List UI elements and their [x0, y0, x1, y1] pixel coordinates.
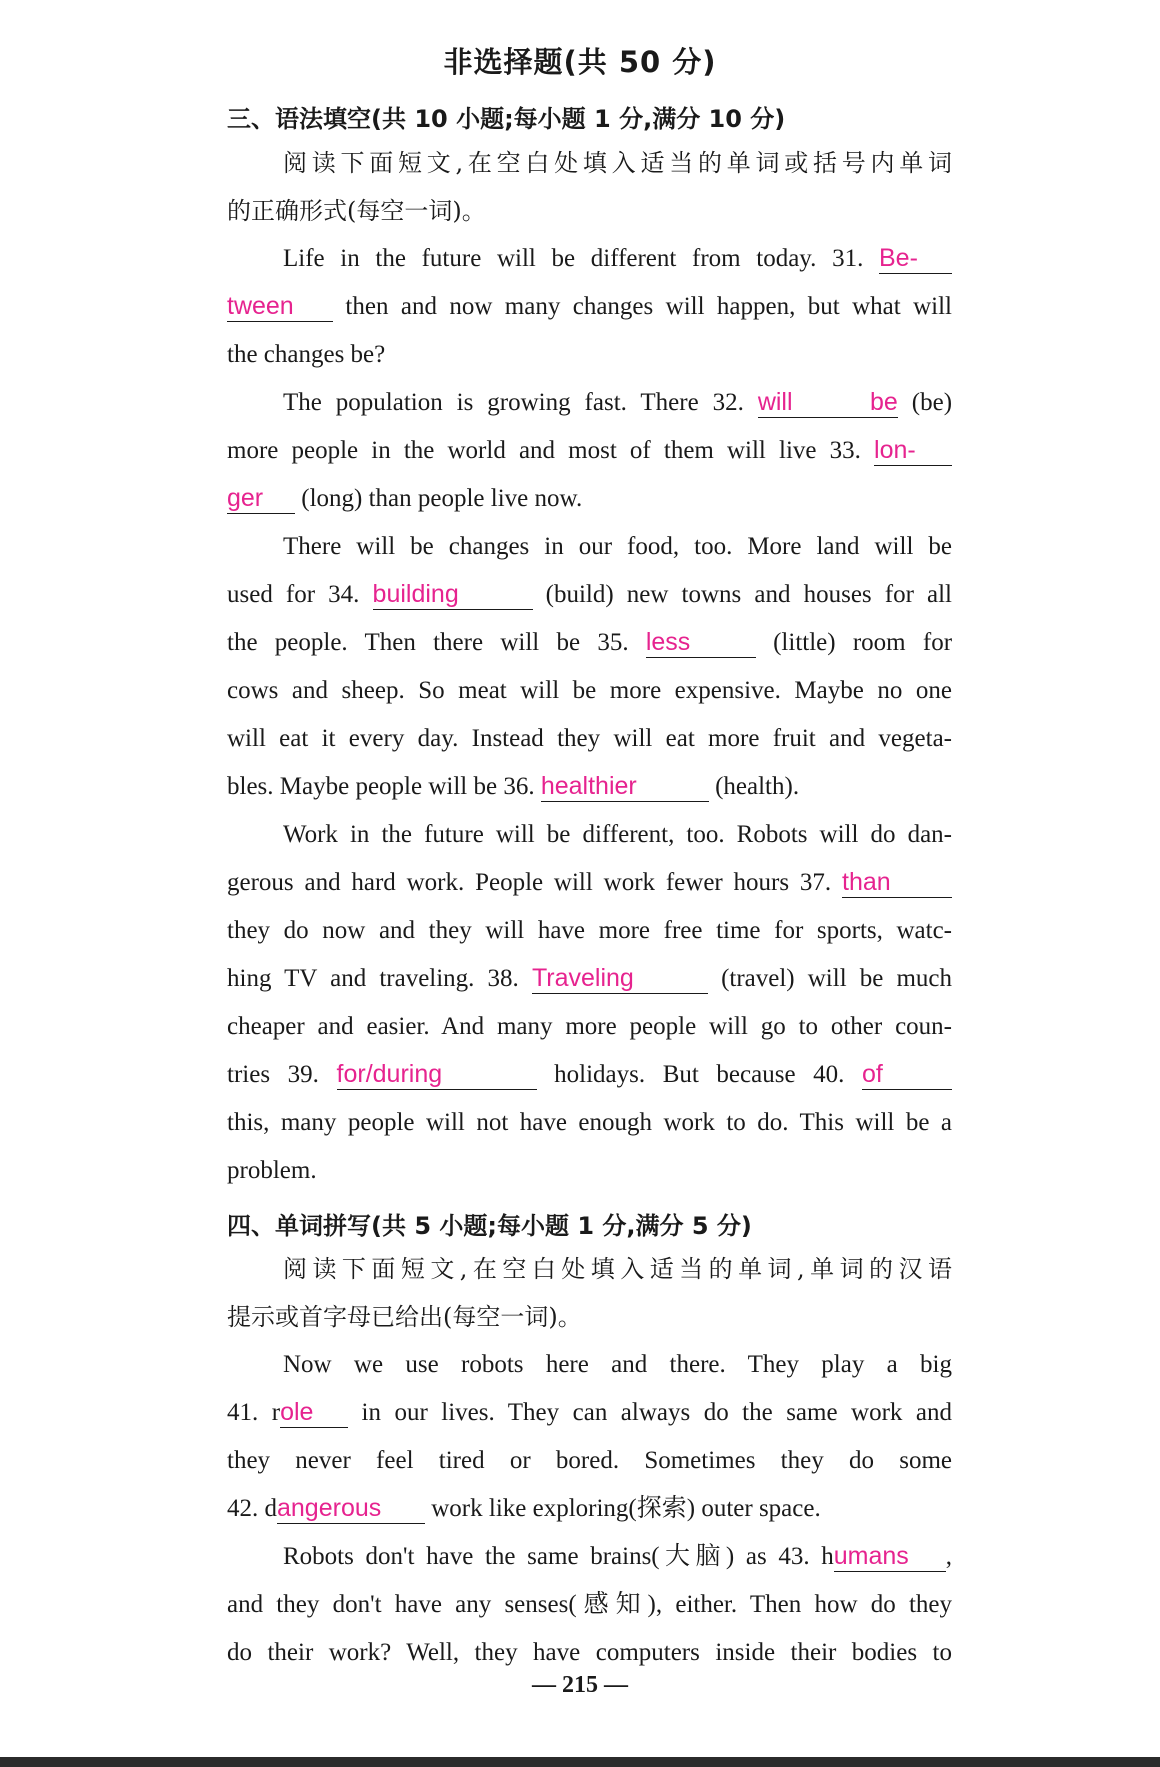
passage-text: , — [945, 1543, 952, 1570]
passage-text: (little) room for — [773, 629, 953, 656]
bottom-bar — [0, 1757, 1160, 1767]
blank-42: angerous — [277, 1493, 425, 1524]
passage-text: holidays. But because 40. — [554, 1061, 845, 1088]
passage-text: bles. Maybe people will be 36. — [227, 773, 535, 800]
passage-text: Life in the future will be different from today. 31. — [283, 245, 864, 272]
passage3-line — [227, 578, 952, 612]
passage-text: 42. d — [227, 1495, 277, 1522]
passage-text: the people. Then there will be 35. — [227, 629, 629, 656]
blank-33-cont: ger — [227, 483, 295, 514]
blank-31-cont: tween — [227, 291, 333, 322]
passage3-line: There will be changes in our food, too. More land will be — [283, 533, 952, 560]
passage-text: (travel) will be much — [721, 965, 953, 992]
passage-text: Robots don't have the same brains(大脑) as 43. h — [283, 1543, 834, 1570]
passage3-line — [227, 626, 952, 660]
passage4-line — [227, 1396, 952, 1430]
passage-text: gerous and hard work. People will work fewer hours 37. — [227, 869, 832, 896]
blank-35: less — [646, 627, 756, 658]
passage3-line — [227, 482, 952, 516]
passage3-line — [283, 242, 952, 276]
passage-text: (be) — [911, 389, 953, 416]
passage-text: in our lives. They can always do the same work and — [361, 1399, 953, 1426]
passage3-line: the changes be? — [227, 341, 386, 368]
passage3-line: cows and sheep. So meat will be more expensive. Maybe no one — [227, 677, 952, 704]
passage-text: work like exploring(探索) outer space. — [431, 1495, 821, 1522]
page-number: — 215 — — [532, 1672, 628, 1698]
passage4-line — [283, 1540, 952, 1574]
section-title: 非选择题(共 50 分) — [443, 45, 717, 79]
passage-text: (long) than people live now. — [301, 485, 583, 512]
blank-38: Traveling — [532, 963, 708, 994]
part4-instruction-line1: 阅读下面短文,在空白处填入适当的单词,单词的汉语 — [283, 1255, 952, 1283]
blank-40: of — [862, 1059, 952, 1090]
passage4-line: Now we use robots here and there. They play a big — [283, 1351, 952, 1378]
blank-43: umans — [834, 1541, 946, 1572]
passage3-line: they do now and they will have more free time for sports, watc- — [227, 917, 952, 944]
passage-text: hing TV and traveling. 38. — [227, 965, 519, 992]
passage-text: used for 34. — [227, 581, 360, 608]
passage3-line: this, many people will not have enough work to do. This will be a — [227, 1109, 952, 1136]
passage3-line: will eat it every day. Instead they will eat more fruit and vegeta- — [227, 725, 952, 752]
passage-text: (build) new towns and houses for all — [545, 581, 952, 608]
passage3-line: Work in the future will be different, too. Robots will do dan- — [283, 821, 952, 848]
passage-text: more people in the world and most of them will live 33. — [227, 437, 861, 464]
passage4-line — [227, 1492, 952, 1526]
passage3-line: cheaper and easier. And many more people will go to other coun- — [227, 1013, 952, 1040]
passage3-line — [227, 1058, 952, 1092]
blank-36: healthier — [541, 771, 709, 802]
passage3-line — [283, 386, 952, 420]
part3-heading: 三、语法填空(共 10 小题;每小题 1 分,满分 10 分) — [227, 105, 786, 133]
part3-instruction-line2: 的正确形式(每空一词)。 — [227, 197, 486, 225]
blank-39: for/during — [337, 1059, 537, 1090]
part3-instruction-line1: 阅读下面短文,在空白处填入适当的单词或括号内单词 — [283, 149, 952, 177]
part4-heading: 四、单词拼写(共 5 小题;每小题 1 分,满分 5 分) — [227, 1212, 752, 1240]
passage3-line: problem. — [227, 1157, 317, 1184]
passage3-line — [227, 962, 952, 996]
part4-instruction-line2: 提示或首字母已给出(每空一词)。 — [227, 1303, 582, 1331]
passage4-line: do their work? Well, they have computers inside their bodies to — [227, 1639, 952, 1666]
passage3-line — [227, 434, 952, 468]
passage-text: The population is growing fast. There 32. — [283, 389, 744, 416]
passage3-line — [227, 866, 952, 900]
passage-text: (health). — [715, 773, 800, 800]
blank-33: lon- — [874, 435, 952, 466]
blank-41: ole — [280, 1397, 348, 1428]
passage-text: then and now many changes will happen, but what will — [345, 293, 952, 320]
passage3-line — [227, 290, 952, 324]
blank-31: Be- — [879, 243, 952, 274]
blank-32: will be — [757, 388, 898, 416]
passage-text: tries 39. — [227, 1061, 319, 1088]
passage4-line: and they don't have any senses(感知), either. Then how do they — [227, 1591, 952, 1618]
passage-text: 41. r — [227, 1399, 281, 1426]
blank-37: than — [842, 867, 952, 898]
passage4-line: they never feel tired or bored. Sometimes they do some — [227, 1447, 952, 1474]
passage3-line — [227, 770, 952, 804]
blank-34: building — [373, 579, 533, 610]
